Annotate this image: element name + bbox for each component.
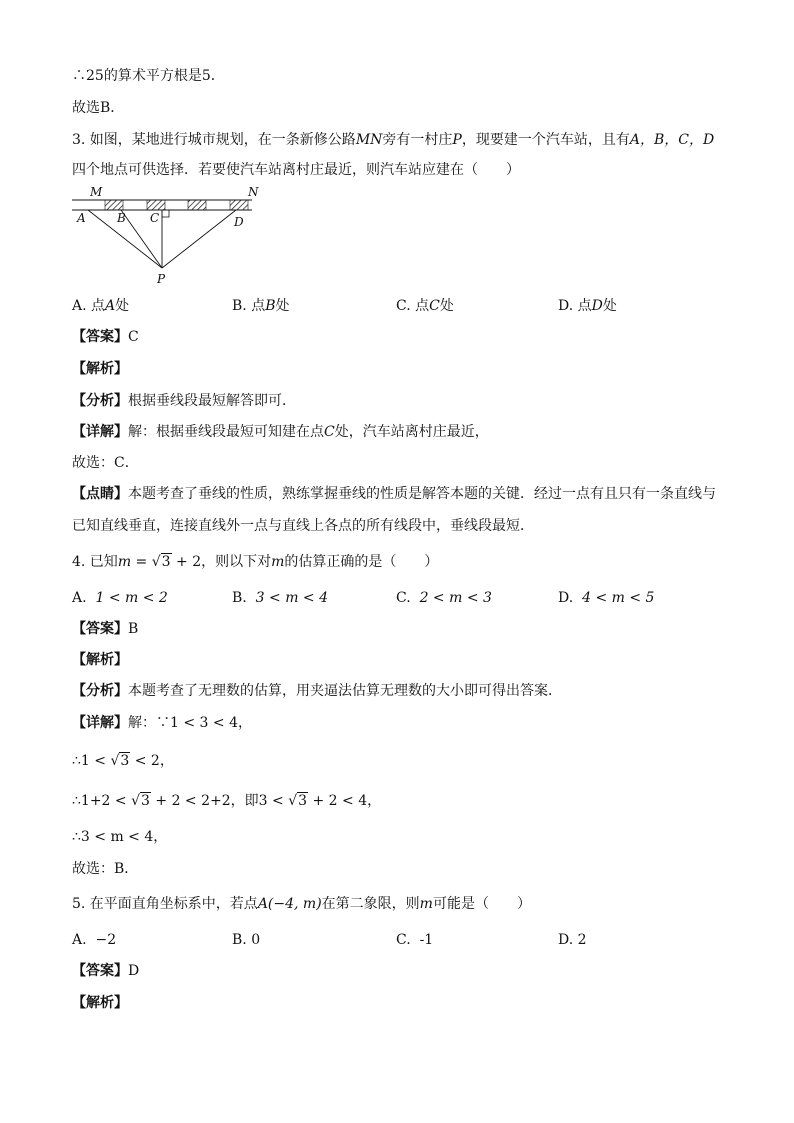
q3-answer: 【答案】C xyxy=(72,329,139,345)
q5-answer: 【答案】D xyxy=(72,963,140,979)
q5-analysis-heading: 【解析】 xyxy=(72,995,128,1011)
q3-stem-line2: 四个地点可供选择．若要使汽车站离村庄最近，则汽车站应建在（ ） xyxy=(72,162,520,178)
q3-road-label: MN xyxy=(355,132,383,148)
q4-fenxi: 【分析】本题考查了无理数的估算，用夹逼法估算无理数的大小即可得出答案． xyxy=(72,683,562,699)
segment-pd xyxy=(162,210,236,268)
q4-option-a: A. 1 < m < 2 xyxy=(72,590,168,606)
q3-choice: 故选：C． xyxy=(72,455,139,471)
q3-stem-text: 3. 如图，某地进行城市规划，在一条新修公路 xyxy=(72,132,356,148)
q5-option-c: C. -1 xyxy=(396,932,434,948)
label-c: C xyxy=(150,211,160,225)
q4-option-d: D. 4 < m < 5 xyxy=(558,590,655,606)
label-p: P xyxy=(157,272,166,286)
sqrt-symbol: √3 xyxy=(151,554,171,570)
road-block-2 xyxy=(147,200,165,210)
q3-option-c: C. 点C处 xyxy=(396,298,454,314)
right-angle-mark xyxy=(162,210,169,217)
label-n: N xyxy=(248,185,259,199)
q3-fenxi: 【分析】根据垂线段最短解答即可． xyxy=(72,393,296,409)
label-a: A xyxy=(77,211,86,225)
q3-stem-text-3: ，现要建一个汽车站，且有 xyxy=(461,132,630,148)
q5-option-a: A. −2 xyxy=(72,932,117,948)
q5-option-d: D. 2 xyxy=(558,932,587,948)
q5-option-b: B. 0 xyxy=(232,932,261,948)
q4-step-1: ∴1 < √3 < 2， xyxy=(72,753,174,769)
q3-stem-text-2: 旁有一村庄 xyxy=(382,132,453,148)
q4-option-c: C. 2 < m < 3 xyxy=(396,590,492,606)
q3-option-d: D. 点D处 xyxy=(558,298,617,314)
q5-stem: 5. 在平面直角坐标系中，若点A(−4, m)在第二象限，则m可能是（ ） xyxy=(72,896,531,912)
q3-stem-line1 xyxy=(72,131,714,149)
label-d: D xyxy=(234,215,244,229)
q3-xiangjie: 【详解】解：根据垂线段最短可知建在点C处，汽车站离村庄最近， xyxy=(72,424,489,440)
label-b: B xyxy=(117,211,126,225)
road-block-3 xyxy=(188,200,206,210)
q4-stem: 4. 已知m = √3 + 2，则以下对m的估算正确的是（ ） xyxy=(72,554,439,570)
label-m: M xyxy=(90,185,103,199)
q4-option-b: B. 3 < m < 4 xyxy=(232,590,329,606)
q3-option-b: B. 点B处 xyxy=(232,298,290,314)
q4-xiangjie: 【详解】解：∵1 < 3 < 4， xyxy=(72,715,252,731)
q3-dianjing-2: 已知直线垂直，连接直线外一点与直线上各点的所有线段中，垂线段最短． xyxy=(72,518,534,534)
road-block-4 xyxy=(230,200,248,210)
q4-answer: 【答案】B xyxy=(72,621,139,637)
q4-step-2: ∴1+2 < √3 + 2 < 2+2，即3 < √3 + 2 < 4， xyxy=(72,793,382,809)
q3-option-a: A. 点A处 xyxy=(72,298,130,314)
q3-figure xyxy=(70,184,260,286)
q3-village-label: P xyxy=(452,132,462,148)
prev-conclusion: ∴25的算术平方根是5． xyxy=(72,68,225,84)
prev-choice: 故选B． xyxy=(72,100,125,116)
q3-dianjing-1: 【点睛】本题考查了垂线的性质，熟练掌握垂线的性质是解答本题的关键．经过一点有且只有一条直线与 xyxy=(72,486,716,502)
q4-choice: 故选：B． xyxy=(72,861,139,877)
q3-points-label: A，B，C，D xyxy=(629,132,715,148)
q3-analysis-heading: 【解析】 xyxy=(72,361,128,377)
road-block-1 xyxy=(105,200,123,210)
q4-step-3: ∴3 < m < 4， xyxy=(72,829,168,845)
q4-analysis-heading: 【解析】 xyxy=(72,652,128,668)
